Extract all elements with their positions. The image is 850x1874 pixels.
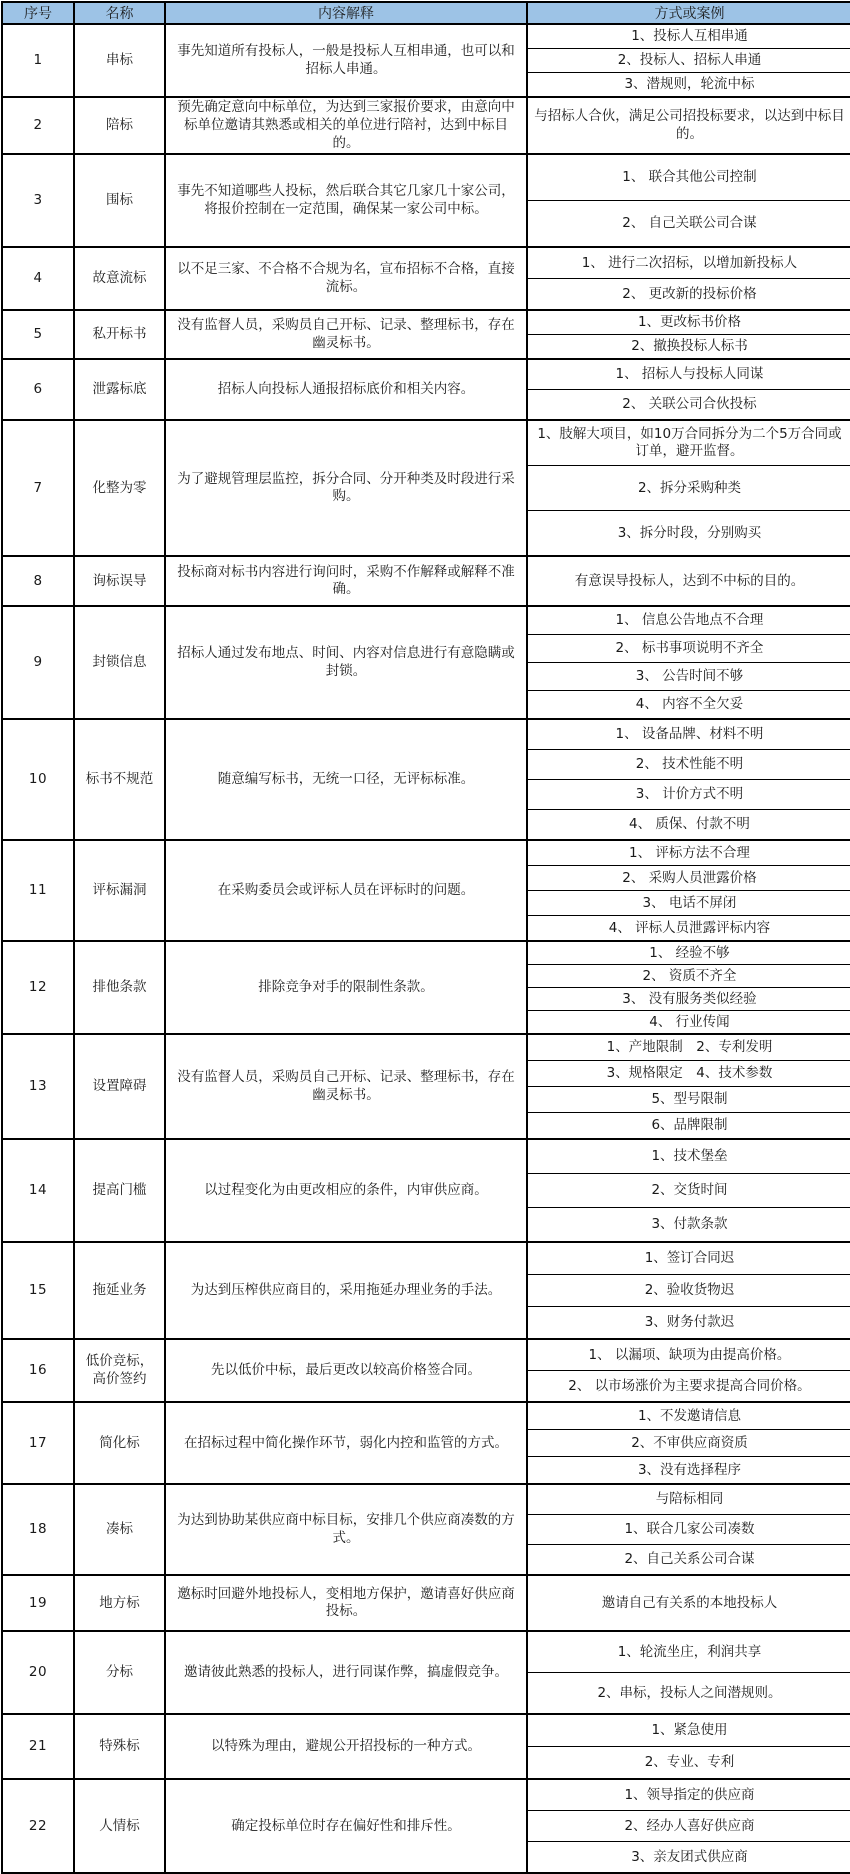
row-case-cell: 2、 采购人员泄露价格 xyxy=(527,866,850,891)
row-case-cell: 1、轮流坐庄，利润共享 xyxy=(527,1631,850,1673)
table-row xyxy=(2,1714,850,1747)
row-number-cell: 21 xyxy=(2,1714,74,1779)
row-number-cell: 5 xyxy=(2,310,74,359)
table-row xyxy=(2,606,850,635)
row-description-cell: 预先确定意向中标单位，为达到三家报价要求，由意向中标单位邀请其熟悉或相关的单位进行陪衬，达到中标目的。 xyxy=(165,97,527,154)
row-case-cell: 2、 关联公司合伙投标 xyxy=(527,390,850,421)
row-case-cell: 1、领导指定的供应商 xyxy=(527,1779,850,1811)
row-case-cell: 3、 公告时间不够 xyxy=(527,663,850,691)
table-row xyxy=(2,420,850,466)
row-number-cell: 22 xyxy=(2,1779,74,1873)
row-description-cell: 招标人向投标人通报招标底价和相关内容。 xyxy=(165,359,527,420)
row-case-cell: 2、 资质不齐全 xyxy=(527,965,850,988)
row-case-cell: 1、产地限制 2、专利发明 xyxy=(527,1034,850,1061)
header-cell-desc: 内容解释 xyxy=(165,2,527,24)
table-row xyxy=(2,1575,850,1631)
table-row xyxy=(2,247,850,279)
row-number-cell: 4 xyxy=(2,247,74,310)
row-case-cell: 1、更改标书价格 xyxy=(527,310,850,335)
row-case-cell: 2、拆分采购种类 xyxy=(527,466,850,511)
row-case-cell: 3、没有选择程序 xyxy=(527,1457,850,1485)
row-case-cell: 3、付款条款 xyxy=(527,1208,850,1243)
row-case-cell: 1、投标人互相串通 xyxy=(527,24,850,49)
row-case-cell: 3、亲友团式供应商 xyxy=(527,1842,850,1874)
row-case-cell: 1、 联合其他公司控制 xyxy=(527,154,850,201)
row-number-cell: 20 xyxy=(2,1631,74,1714)
row-name-cell: 封锁信息 xyxy=(74,606,165,719)
row-number-cell: 17 xyxy=(2,1402,74,1484)
row-number-cell: 9 xyxy=(2,606,74,719)
row-number-cell: 7 xyxy=(2,420,74,556)
row-case-cell: 2、不审供应商资质 xyxy=(527,1430,850,1457)
row-number-cell: 16 xyxy=(2,1339,74,1402)
row-name-cell: 标书不规范 xyxy=(74,719,165,840)
row-case-cell: 邀请自己有关系的本地投标人 xyxy=(527,1575,850,1631)
table-row xyxy=(2,1402,850,1430)
row-case-cell: 1、紧急使用 xyxy=(527,1714,850,1747)
row-case-cell: 4、 内容不全欠妥 xyxy=(527,691,850,720)
row-number-cell: 11 xyxy=(2,840,74,941)
row-case-cell: 2、投标人、招标人串通 xyxy=(527,49,850,73)
row-description-cell: 投标商对标书内容进行询问时，采购不作解释或解释不准确。 xyxy=(165,556,527,606)
row-name-cell: 询标误导 xyxy=(74,556,165,606)
row-name-cell: 人情标 xyxy=(74,1779,165,1873)
row-case-cell: 2、专业、专利 xyxy=(527,1747,850,1780)
row-number-cell: 12 xyxy=(2,941,74,1034)
row-case-cell: 1、 设备品牌、材料不明 xyxy=(527,719,850,750)
row-case-cell: 2、撤换投标人标书 xyxy=(527,335,850,360)
row-name-cell: 设置障碍 xyxy=(74,1034,165,1139)
row-description-cell: 事先知道所有投标人，一般是投标人互相串通，也可以和招标人串通。 xyxy=(165,24,527,97)
row-name-cell: 围标 xyxy=(74,154,165,247)
row-case-cell: 1、 以漏项、缺项为由提高价格。 xyxy=(527,1339,850,1371)
table-row xyxy=(2,556,850,606)
row-name-cell: 拖延业务 xyxy=(74,1242,165,1339)
table-row xyxy=(2,1631,850,1673)
row-case-cell: 1、联合几家公司凑数 xyxy=(527,1515,850,1545)
row-case-cell: 3、 计价方式不明 xyxy=(527,780,850,810)
row-case-cell: 1、 招标人与投标人同谋 xyxy=(527,359,850,390)
row-case-cell: 5、型号限制 xyxy=(527,1087,850,1113)
row-name-cell: 提高门槛 xyxy=(74,1139,165,1242)
table-row xyxy=(2,24,850,49)
header-row xyxy=(2,2,850,24)
table-row xyxy=(2,719,850,750)
row-case-cell: 2、 标书事项说明不齐全 xyxy=(527,635,850,663)
row-description-cell: 事先不知道哪些人投标，然后联合其它几家几十家公司，将报价控制在一定范围，确保某一家公司中标。 xyxy=(165,154,527,247)
row-case-cell: 3、拆分时段，分别购买 xyxy=(527,511,850,557)
row-description-cell: 为了避规管理层监控，拆分合同、分开种类及时段进行采购。 xyxy=(165,420,527,556)
row-description-cell: 确定投标单位时存在偏好性和排斥性。 xyxy=(165,1779,527,1873)
row-number-cell: 1 xyxy=(2,24,74,97)
row-case-cell: 1、不发邀请信息 xyxy=(527,1402,850,1430)
row-case-cell: 1、肢解大项目，如10万合同拆分为二个5万合同或订单，避开监督。 xyxy=(527,420,850,466)
row-description-cell: 在招标过程中简化操作环节，弱化内控和监管的方式。 xyxy=(165,1402,527,1484)
table-row xyxy=(2,1779,850,1811)
row-name-cell: 地方标 xyxy=(74,1575,165,1631)
row-description-cell: 以特殊为理由，避规公开招投标的一种方式。 xyxy=(165,1714,527,1779)
row-case-cell: 4、 行业传闻 xyxy=(527,1011,850,1035)
row-description-cell: 在采购委员会或评标人员在评标时的问题。 xyxy=(165,840,527,941)
row-number-cell: 19 xyxy=(2,1575,74,1631)
table-row xyxy=(2,840,850,866)
row-number-cell: 2 xyxy=(2,97,74,154)
row-description-cell: 排除竞争对手的限制性条款。 xyxy=(165,941,527,1034)
row-name-cell: 排他条款 xyxy=(74,941,165,1034)
row-name-cell: 陪标 xyxy=(74,97,165,154)
row-case-cell: 2、 以市场涨价为主要求提高合同价格。 xyxy=(527,1371,850,1403)
row-description-cell: 没有监督人员，采购员自己开标、记录、整理标书，存在幽灵标书。 xyxy=(165,310,527,359)
row-case-cell: 4、 评标人员泄露评标内容 xyxy=(527,916,850,942)
row-name-cell: 简化标 xyxy=(74,1402,165,1484)
row-case-cell: 1、 信息公告地点不合理 xyxy=(527,606,850,635)
row-case-cell: 2、串标，投标人之间潜规则。 xyxy=(527,1673,850,1715)
table-row xyxy=(2,1034,850,1061)
row-case-cell: 1、技术堡垒 xyxy=(527,1139,850,1174)
header-cell-case: 方式或案例 xyxy=(527,2,850,24)
row-name-cell: 化整为零 xyxy=(74,420,165,556)
bidding-irregularities-table xyxy=(1,1,850,1874)
row-case-cell: 2、自己关系公司合谋 xyxy=(527,1545,850,1576)
row-number-cell: 15 xyxy=(2,1242,74,1339)
row-case-cell: 与招标人合伙，满足公司招投标要求，以达到中标目的。 xyxy=(527,97,850,154)
row-case-cell: 2、验收货物迟 xyxy=(527,1275,850,1307)
row-number-cell: 3 xyxy=(2,154,74,247)
row-description-cell: 先以低价中标，最后更改以较高价格签合同。 xyxy=(165,1339,527,1402)
row-description-cell: 以不足三家、不合格不合规为名，宣布招标不合格，直接流标。 xyxy=(165,247,527,310)
row-name-cell: 特殊标 xyxy=(74,1714,165,1779)
table-row xyxy=(2,359,850,390)
row-description-cell: 随意编写标书，无统一口径，无评标标准。 xyxy=(165,719,527,840)
table-header xyxy=(2,2,850,24)
row-name-cell: 串标 xyxy=(74,24,165,97)
row-name-cell: 凑标 xyxy=(74,1484,165,1575)
row-name-cell: 私开标书 xyxy=(74,310,165,359)
table-row xyxy=(2,1484,850,1515)
row-case-cell: 2、经办人喜好供应商 xyxy=(527,1811,850,1842)
table-row xyxy=(2,1339,850,1371)
row-number-cell: 18 xyxy=(2,1484,74,1575)
row-number-cell: 14 xyxy=(2,1139,74,1242)
row-description-cell: 为达到压榨供应商目的，采用拖延办理业务的手法。 xyxy=(165,1242,527,1339)
row-case-cell: 1、 经验不够 xyxy=(527,941,850,965)
table-row xyxy=(2,941,850,965)
row-number-cell: 13 xyxy=(2,1034,74,1139)
row-case-cell: 3、潜规则，轮流中标 xyxy=(527,73,850,98)
row-case-cell: 2、 技术性能不明 xyxy=(527,750,850,780)
row-description-cell: 邀请彼此熟悉的投标人，进行同谋作弊，搞虚假竞争。 xyxy=(165,1631,527,1714)
row-name-cell: 评标漏洞 xyxy=(74,840,165,941)
row-number-cell: 8 xyxy=(2,556,74,606)
row-description-cell: 邀标时回避外地投标人，变相地方保护，邀请喜好供应商投标。 xyxy=(165,1575,527,1631)
row-case-cell: 3、 电话不屏闭 xyxy=(527,891,850,916)
row-case-cell: 1、 进行二次招标，以增加新投标人 xyxy=(527,247,850,279)
row-description-cell: 为达到协助某供应商中标目标，安排几个供应商凑数的方式。 xyxy=(165,1484,527,1575)
table-row xyxy=(2,154,850,201)
row-case-cell: 2、 更改新的投标价格 xyxy=(527,279,850,311)
row-name-cell: 低价竞标，高价签约 xyxy=(74,1339,165,1402)
row-name-cell: 故意流标 xyxy=(74,247,165,310)
row-description-cell: 招标人通过发布地点、时间、内容对信息进行有意隐瞒或封锁。 xyxy=(165,606,527,719)
row-name-cell: 分标 xyxy=(74,1631,165,1714)
row-case-cell: 1、签订合同迟 xyxy=(527,1242,850,1275)
row-description-cell: 没有监督人员，采购员自己开标、记录、整理标书，存在幽灵标书。 xyxy=(165,1034,527,1139)
header-cell-no: 序号 xyxy=(2,2,74,24)
row-case-cell: 4、 质保、付款不明 xyxy=(527,810,850,841)
table-body xyxy=(2,24,850,1873)
row-case-cell: 3、财务付款迟 xyxy=(527,1307,850,1340)
table-row xyxy=(2,97,850,154)
row-number-cell: 10 xyxy=(2,719,74,840)
row-case-cell: 3、 没有服务类似经验 xyxy=(527,988,850,1011)
row-description-cell: 以过程变化为由更改相应的条件，内审供应商。 xyxy=(165,1139,527,1242)
row-case-cell: 6、品牌限制 xyxy=(527,1113,850,1140)
header-cell-name: 名称 xyxy=(74,2,165,24)
row-case-cell: 2、交货时间 xyxy=(527,1174,850,1208)
row-name-cell: 泄露标底 xyxy=(74,359,165,420)
row-case-cell: 2、 自己关联公司合谋 xyxy=(527,201,850,248)
row-case-cell: 有意误导投标人，达到不中标的目的。 xyxy=(527,556,850,606)
table-row xyxy=(2,310,850,335)
table-row xyxy=(2,1139,850,1174)
table-row xyxy=(2,1242,850,1275)
row-number-cell: 6 xyxy=(2,359,74,420)
row-case-cell: 与陪标相同 xyxy=(527,1484,850,1515)
row-case-cell: 1、 评标方法不合理 xyxy=(527,840,850,866)
row-case-cell: 3、规格限定 4、技术参数 xyxy=(527,1061,850,1087)
